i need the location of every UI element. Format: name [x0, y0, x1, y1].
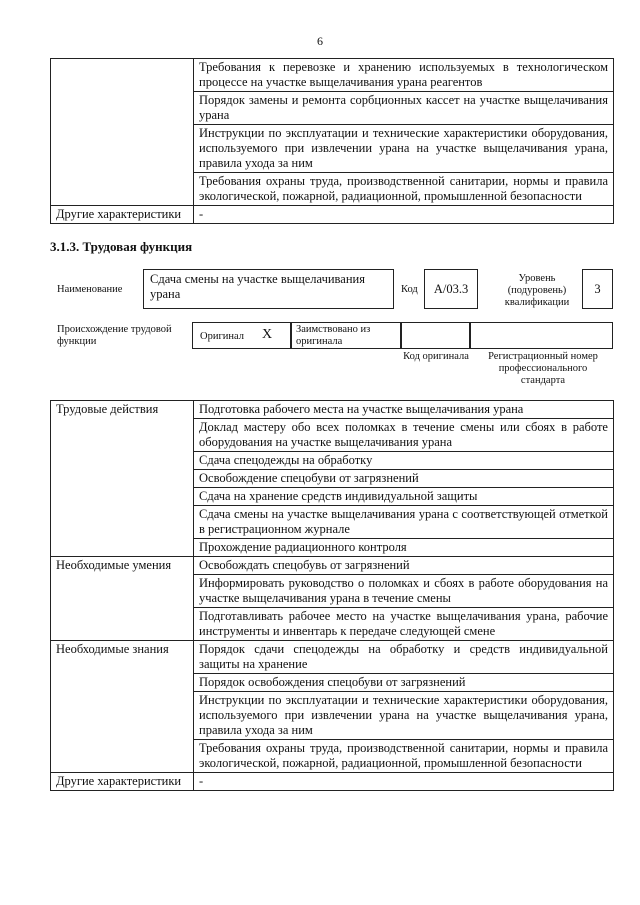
row-item: Инструкции по эксплуатации и технические характеристики оборудования, используемого при извлечении урана на участке выщелачивания урана, правила ухода за ним	[194, 692, 614, 740]
row-item: Сдача на хранение средств индивидуальной защиты	[194, 488, 614, 506]
table-row	[51, 557, 614, 575]
original-code-cell	[401, 322, 470, 349]
qualification-level-field: 3	[582, 269, 613, 309]
table-row	[51, 641, 614, 674]
row-item: Подготавливать рабочее место на участке выщелачивания урана, рабочие инструменты и инвентарь к передаче следующей смене	[194, 608, 614, 641]
table-row	[51, 401, 614, 419]
table-row	[51, 59, 614, 92]
row-item: -	[194, 206, 614, 224]
row-item: Требования охраны труда, производственной санитарии, нормы и правила экологической, пожарной, радиационной, промышленной безопасности	[194, 173, 614, 206]
registration-number-cell	[470, 322, 613, 349]
name-label: Наименование	[57, 284, 123, 295]
row-item: Инструкции по эксплуатации и технические характеристики оборудования, используемого при извлечении урана на участке выщелачивания урана, правила ухода за ним	[194, 125, 614, 173]
row-item: Освобождение спецобуви от загрязнений	[194, 470, 614, 488]
original-label: Оригинал	[200, 331, 244, 342]
row-item: Порядок освобождения спецобуви от загрязнений	[194, 674, 614, 692]
original-code-caption: Код оригинала	[403, 351, 469, 362]
function-name-field: Сдача смены на участке выщелачивания урана	[143, 269, 394, 309]
row-item: Порядок сдачи спецодежды на обработку и средств индивидуальной защиты на хранение	[194, 641, 614, 674]
row-item: Освобождать спецобувь от загрязнений	[194, 557, 614, 575]
row-item: Подготовка рабочего места на участке выщелачивания урана	[194, 401, 614, 419]
row-label: Другие характеристики	[51, 206, 194, 224]
row-item: Доклад мастеру обо всех поломках в течение смены или сбоях в работе оборудования на участке выщелачивания урана	[194, 419, 614, 452]
row-label: Необходимые умения	[51, 557, 194, 641]
row-item: Сдача смены на участке выщелачивания урана с соответствующей отметкой в регистрационном журнале	[194, 506, 614, 539]
borrowed-label: Заимствовано из оригинала	[296, 324, 371, 347]
row-label: Необходимые знания	[51, 641, 194, 773]
table-row	[51, 206, 614, 224]
row-label: Другие характеристики	[51, 773, 194, 791]
registration-number-caption: Регистрационный номер профессионального стандарта	[488, 351, 598, 386]
row-label	[51, 59, 194, 206]
origin-label: Происхождение трудовой функции	[57, 324, 172, 347]
page-number: 6	[317, 34, 323, 48]
qualification-level-label: Уровень (подуровень) квалификации	[504, 273, 570, 308]
table-row	[51, 773, 614, 791]
labor-function-table	[50, 400, 614, 791]
function-code-field: А/03.3	[424, 269, 478, 309]
code-label: Код	[401, 284, 418, 295]
row-item: Прохождение радиационного контроля	[194, 539, 614, 557]
row-label: Трудовые действия	[51, 401, 194, 557]
row-item: Порядок замены и ремонта сорбционных кассет на участке выщелачивания урана	[194, 92, 614, 125]
row-item: Сдача спецодежды на обработку	[194, 452, 614, 470]
original-mark: X	[262, 327, 273, 342]
top-requirements-table	[50, 58, 614, 224]
section-title: 3.1.3. Трудовая функция	[50, 239, 193, 254]
row-item: Информировать руководство о поломках и сбоях в работе оборудования на участке выщелачивания урана в течение смены	[194, 575, 614, 608]
row-item: Требования к перевозке и хранению используемых в технологическом процессе на участке выщелачивания урана реагентов	[194, 59, 614, 92]
row-item: Требования охраны труда, производственной санитарии, нормы и правила экологической, пожарной, радиационной, промышленной безопасности	[194, 740, 614, 773]
row-item: -	[194, 773, 614, 791]
